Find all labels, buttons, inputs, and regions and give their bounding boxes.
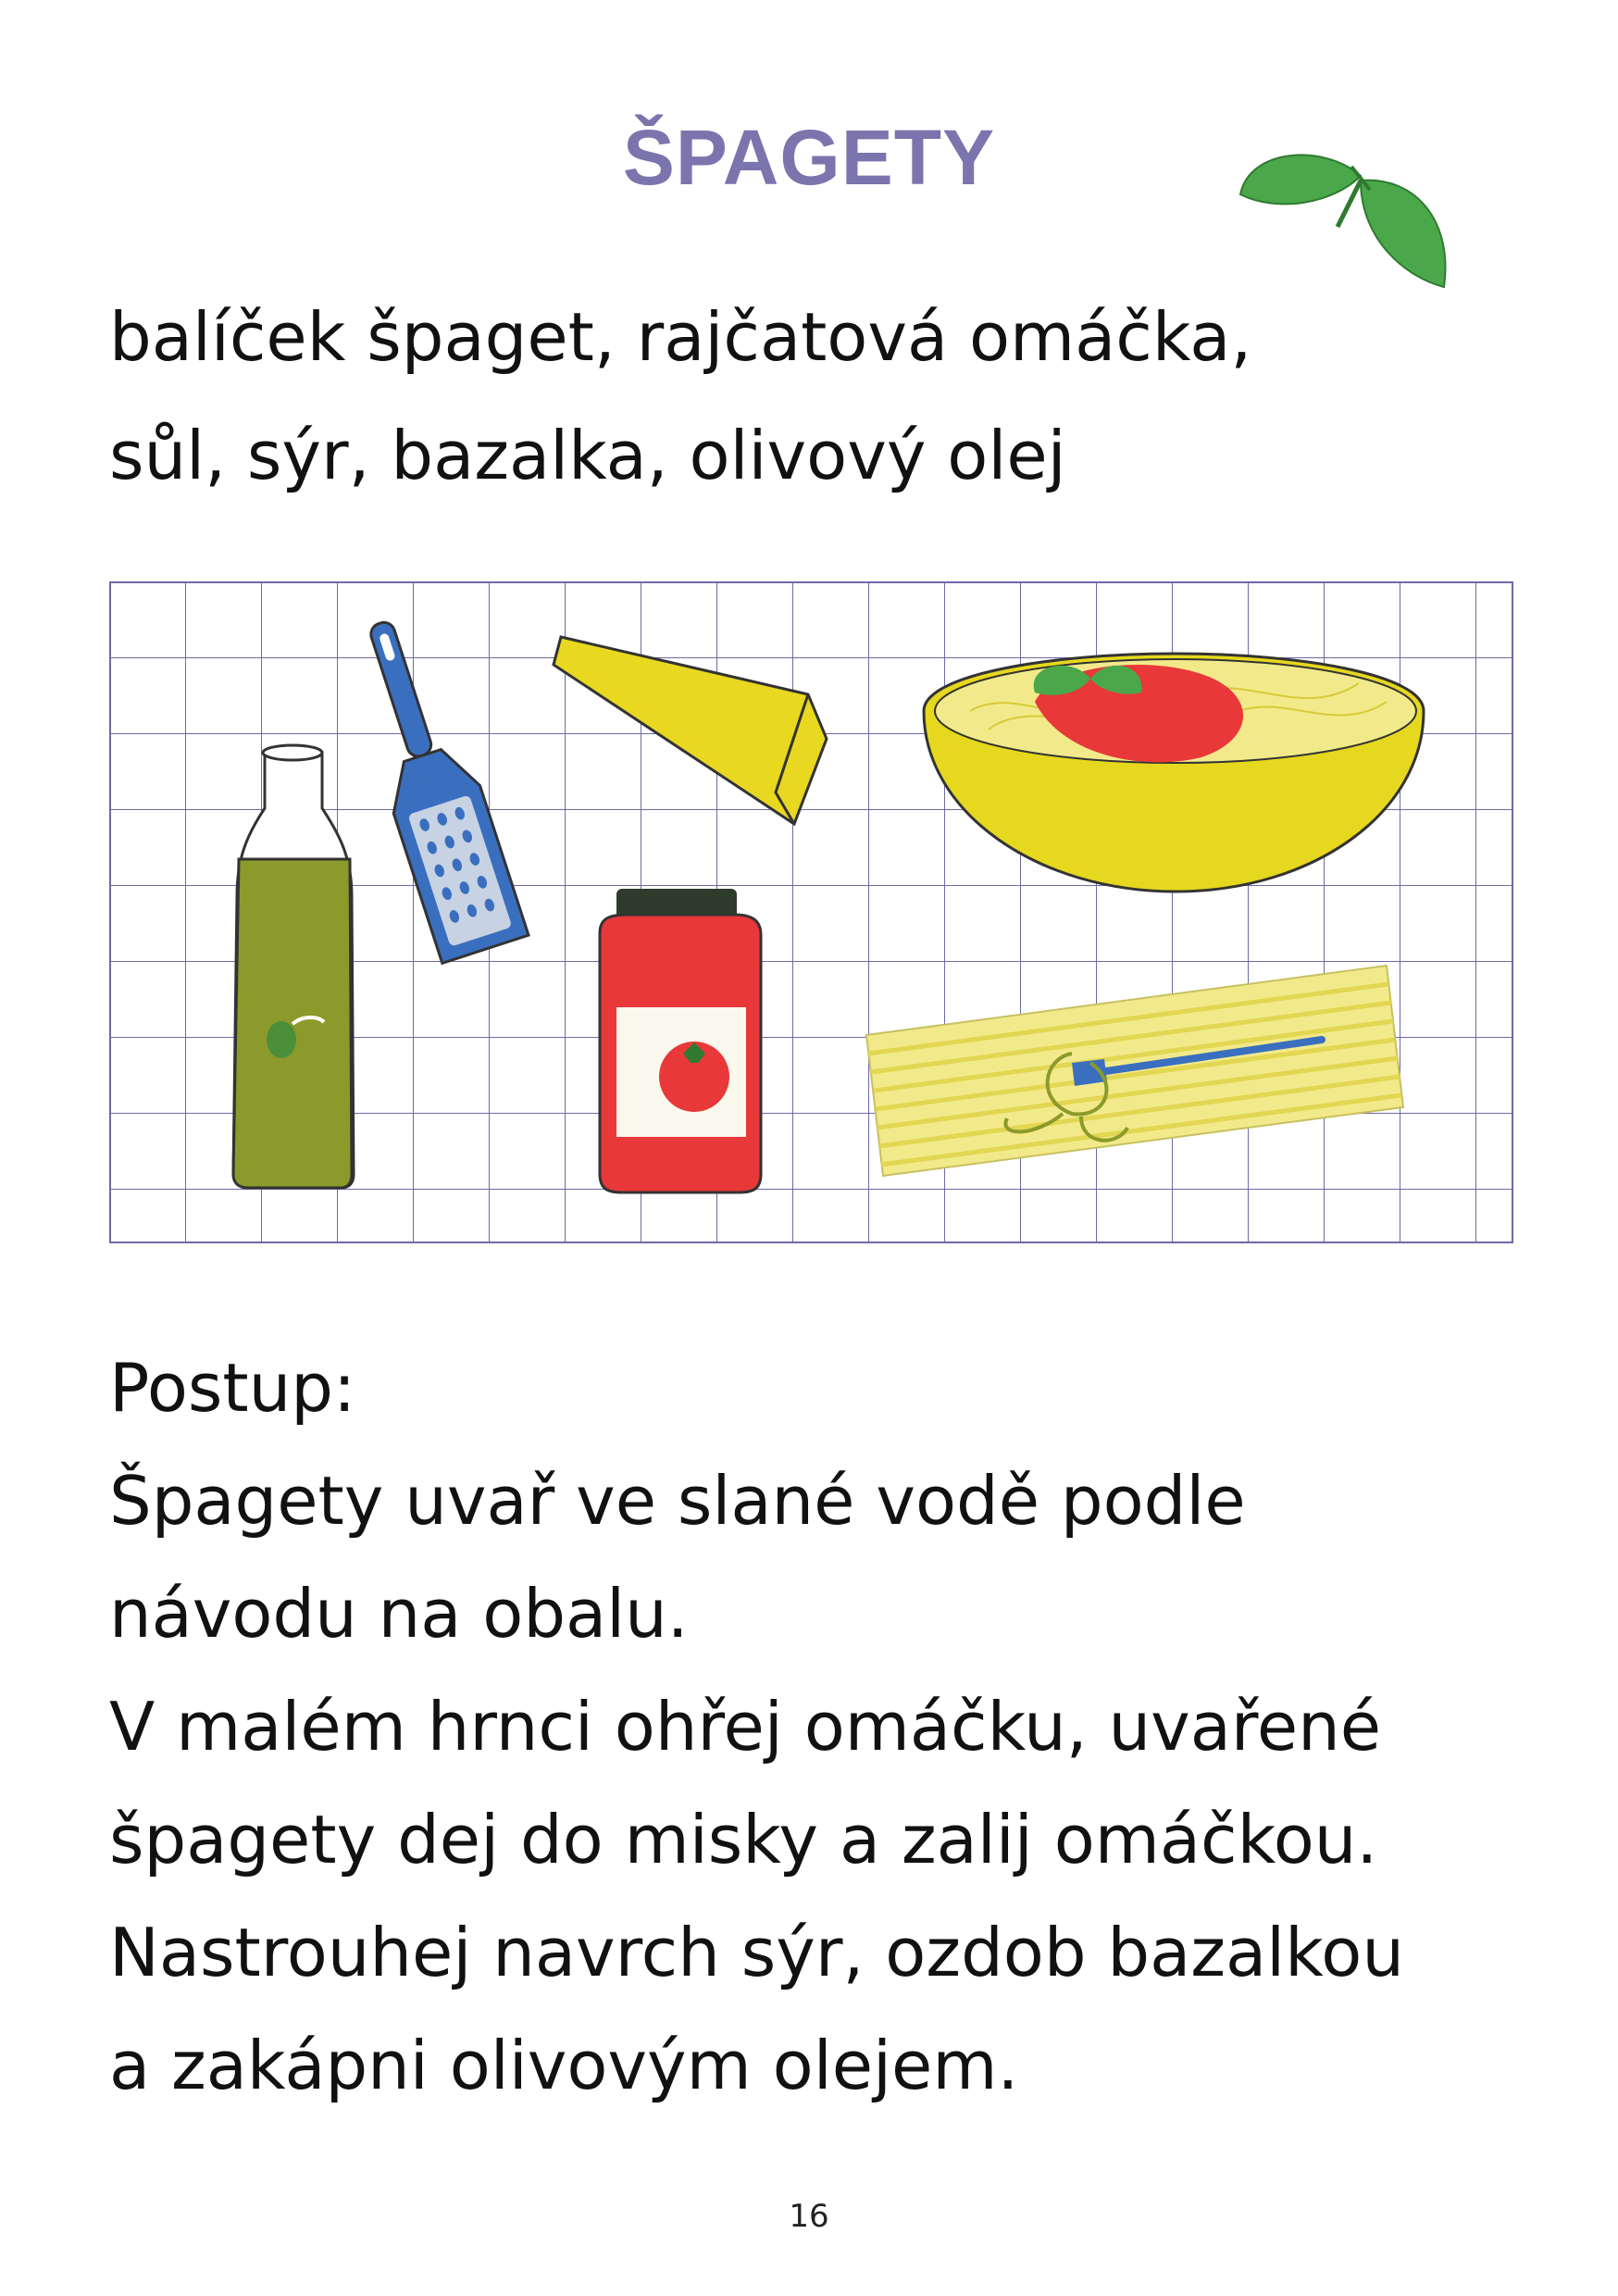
- method-section: [109, 1331, 1535, 2122]
- ingredients-line-1: balíček špaget, rajčatová omáčka,: [109, 298, 1252, 376]
- method-line-6: a zakápni olivovým olejem.: [109, 2027, 1019, 2104]
- ingredients-illustration: [109, 581, 1513, 1243]
- ingredients-line-2: sůl, sýr, bazalka, olivový olej: [109, 417, 1066, 494]
- method-line-4: špagety dej do misky a zalij omáčkou.: [109, 1801, 1378, 1878]
- basil-leaf-icon: [1222, 139, 1462, 296]
- ingredients-text: [109, 278, 1516, 515]
- method-line-2: návodu na obalu.: [109, 1575, 689, 1653]
- method-label: Postup:: [109, 1349, 356, 1427]
- page-title: ŠPAGETY: [622, 114, 996, 201]
- method-line-5: Nastrouhej navrch sýr, ozdob bazalkou: [109, 1914, 1404, 1991]
- tomato-sauce-jar-icon: [600, 889, 761, 1192]
- page-number: 16: [789, 2198, 829, 2235]
- method-line-1: Špagety uvař ve slané vodě podle: [109, 1462, 1246, 1540]
- method-line-3: V malém hrnci ohřej omáčku, uvařené: [109, 1688, 1382, 1766]
